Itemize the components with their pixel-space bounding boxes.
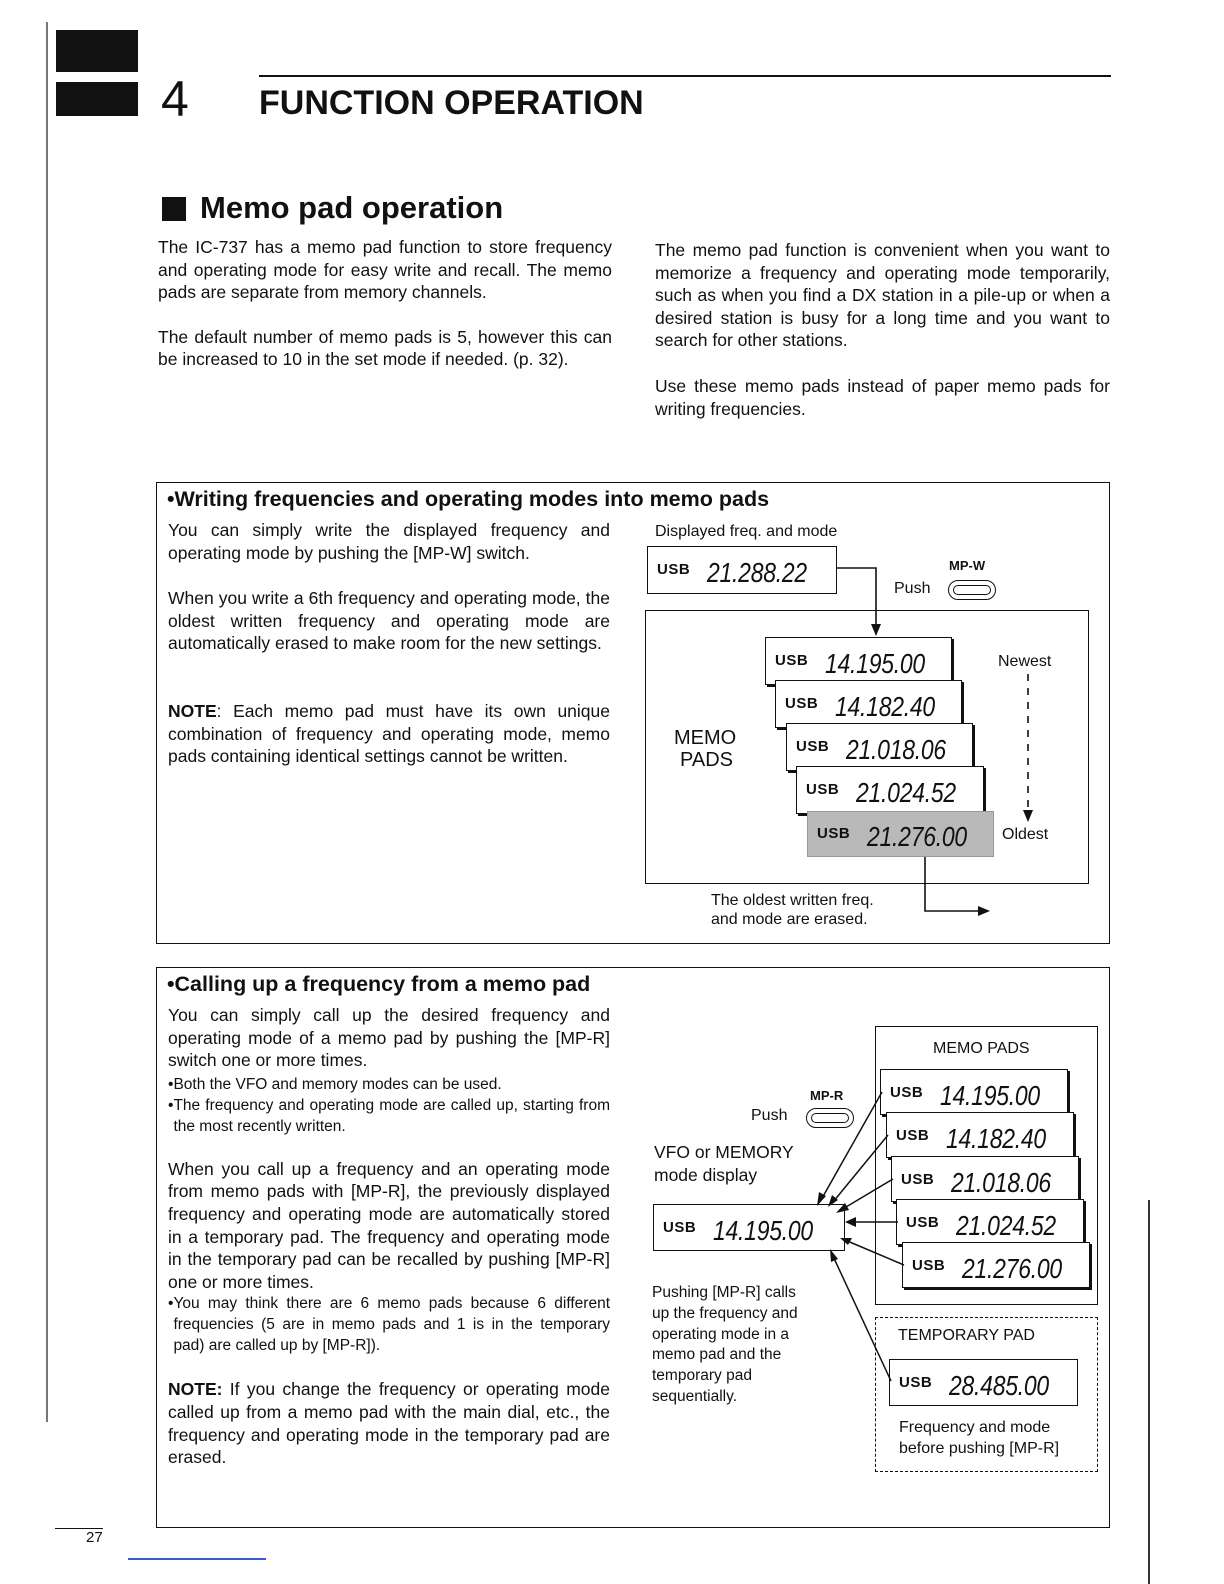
writing-paragraph-1: You can simply write the displayed frequency and operating mode by pushing the [MP-W] switch. — [168, 520, 610, 563]
chapter-title: FUNCTION OPERATION — [259, 84, 644, 122]
display-frequency: 14.195.00 — [713, 1215, 813, 1246]
pushing-line: memo pad and the — [652, 1346, 782, 1364]
pushing-line: temporary pad — [652, 1367, 752, 1385]
memo-pads-group-title: MEMO PADS — [933, 1040, 1030, 1057]
oldest-label: Oldest — [1002, 826, 1049, 843]
memo-label-line-1: MEMO — [674, 727, 737, 749]
arrowhead — [830, 1249, 838, 1262]
arrowhead — [836, 1203, 849, 1213]
display-frequency: 28.485.00 — [949, 1370, 1049, 1401]
writing-paragraph-2: When you write a 6th frequency and operating mode, the oldest written frequency and operating mode are automatically erased to make room for the new settings. — [168, 588, 610, 654]
line-pad5-to-display — [845, 1240, 904, 1265]
display-mode: USB — [899, 1374, 933, 1391]
memo-label-line-2: PADS — [680, 749, 733, 771]
calling-paragraph-1: You can simply call up the desired frequency and operating mode of a memo pad by pushing the [MP-R] switch one or more times. — [168, 1005, 610, 1071]
page-number: 27 — [86, 1529, 103, 1546]
pad-frequency: 21.024.52 — [956, 1210, 1056, 1241]
displayed-freq-label: Displayed freq. and mode — [655, 523, 838, 540]
intro-right-paragraph-2: Use these memo pads instead of paper memo pads for writing frequencies. — [655, 375, 1110, 419]
pad-mode: USB — [896, 1127, 930, 1144]
vfo-label-line-1: VFO or MEMORY — [654, 1142, 794, 1162]
pushing-line: sequentially. — [652, 1387, 738, 1405]
chapter-number: 4 — [161, 71, 189, 127]
bullet-text: Both the VFO and memory modes can be used. — [173, 1075, 502, 1093]
intro-right-paragraph-1: The memo pad function is convenient when you want to memorize a frequency and operating mode temporarily, such as when you find a DX station in a pile-up or when a desired station is busy for a long time and you want to search for other stations. — [655, 240, 1110, 351]
writing-note-text: : Each memo pad must have its own unique combination of frequency and operating mode, memo pads containing identical settings cannot be written. — [168, 700, 610, 767]
section-title: Memo pad operation — [200, 190, 504, 225]
mpw-switch-label: MP-W — [949, 558, 986, 573]
pad-mode: USB — [901, 1171, 935, 1188]
pad-frequency: 14.182.40 — [835, 691, 935, 722]
line-pad1-to-display — [821, 1092, 882, 1200]
newest-label: Newest — [998, 653, 1052, 670]
pad-frequency: 21.276.00 — [962, 1253, 1062, 1284]
calling-title-text: Calling up a frequency from a memo pad — [174, 972, 591, 996]
temporary-caption-line-1: Frequency and mode — [899, 1419, 1051, 1436]
display-frequency: 21.288.22 — [707, 557, 807, 588]
calling-note-text: If you change the frequency or operating mode called up from a memo pad with the main dial, etc., the frequency and operating mode in the temporary pad are erased. — [168, 1379, 610, 1468]
pad-mode: USB — [912, 1257, 946, 1274]
title-bullet: • — [167, 972, 175, 996]
intro-left-paragraph-2: The default number of memo pads is 5, however this can be increased to 10 in the set mode if needed. (p. 32). — [158, 326, 612, 370]
pad-frequency: 14.182.40 — [946, 1123, 1046, 1154]
intro-left-paragraph-1: The IC-737 has a memo pad function to store frequency and operating mode for easy write and recall. The memo pads are separate from memory channels. — [158, 237, 612, 303]
pad-mode: USB — [906, 1214, 940, 1231]
pad-frequency: 14.195.00 — [825, 648, 925, 679]
writing-note-label: NOTE — [168, 700, 217, 721]
pad-mode: USB — [775, 652, 809, 669]
pushing-line: operating mode in a — [652, 1325, 790, 1343]
line-pad2-to-display — [833, 1135, 888, 1202]
mpw-push-label: Push — [894, 580, 931, 597]
pad-frequency: 21.018.06 — [951, 1167, 1051, 1198]
bullet-dot: • — [168, 1096, 174, 1114]
calling-paragraph-2: When you call up a frequency and an operating mode from memo pads with [MP-R], the previously displayed frequency and operating mode are automatically stored in a temporary pad. The frequency and operating mode in the temporary pad can be recalled by pushing [MP-R] one or more times. — [168, 1158, 610, 1292]
bullet-text: The frequency and operating mode are called up, starting from the most recently written. — [173, 1096, 610, 1135]
right-edge-mark — [1148, 1200, 1150, 1584]
temporary-pad-title: TEMPORARY PAD — [898, 1327, 1035, 1344]
temporary-caption-line-2: before pushing [MP-R] — [899, 1440, 1060, 1457]
pad-mode: USB — [796, 738, 830, 755]
bullet-dot: • — [168, 1295, 174, 1313]
mpr-switch-label: MP-R — [810, 1088, 844, 1103]
calling-note-label: NOTE: — [168, 1379, 223, 1400]
pad-mode: USB — [817, 825, 851, 842]
pad-frequency: 21.276.00 — [867, 821, 967, 852]
erased-caption-line-1: The oldest written freq. — [711, 892, 874, 909]
erased-caption-line-2: and mode are erased. — [711, 911, 868, 928]
footer-link-underline — [128, 1558, 266, 1560]
pad-frequency: 21.024.52 — [856, 777, 956, 808]
pad-mode: USB — [785, 695, 819, 712]
pad-mode: USB — [806, 781, 840, 798]
mpr-push-label: Push — [751, 1107, 788, 1124]
arrowhead — [845, 1217, 856, 1227]
writing-title-text: Writing frequencies and operating modes into memo pads — [174, 487, 770, 511]
bullet-dot: • — [168, 1075, 174, 1093]
pushing-line: Pushing [MP-R] calls — [652, 1284, 796, 1301]
line-temp-to-display — [832, 1254, 891, 1381]
pad-mode: USB — [890, 1084, 924, 1101]
bullet-text: You may think there are 6 memo pads because 6 different frequencies (5 are in memo pads and 1 is in the temporary pad) are called up by [MP-R]). — [173, 1295, 610, 1355]
display-mode: USB — [657, 561, 691, 578]
vfo-label-line-2: mode display — [654, 1165, 758, 1185]
title-bullet: • — [167, 487, 175, 511]
pad-frequency: 21.018.06 — [846, 734, 946, 765]
display-mode: USB — [663, 1219, 697, 1236]
pushing-line: up the frequency and — [652, 1304, 798, 1322]
pad-frequency: 14.195.00 — [940, 1080, 1040, 1111]
